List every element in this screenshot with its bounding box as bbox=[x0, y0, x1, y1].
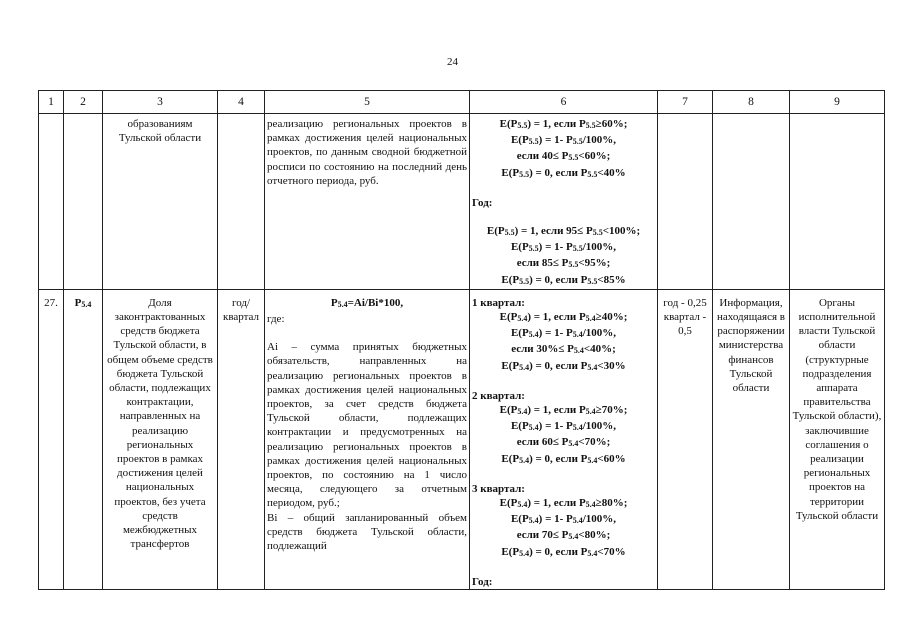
page-number: 24 bbox=[447, 56, 458, 68]
year-label: Год: bbox=[472, 196, 493, 209]
where-label: где: bbox=[267, 313, 285, 326]
header-cell: 6 bbox=[470, 91, 658, 114]
header-cell: 1 bbox=[39, 91, 64, 114]
weight-cell: год - 0,25 квартал - 0,5 bbox=[658, 289, 713, 589]
formula-line: E(P5.5) = 0, если P5.5<85% bbox=[501, 273, 626, 286]
header-cell: 5 bbox=[265, 91, 470, 114]
header-cell: 3 bbox=[103, 91, 218, 114]
formula-line: если 70≤ P5.4<80%; bbox=[516, 529, 611, 542]
formula-line: E(P5.5) = 1- P5.5/100%, bbox=[510, 134, 617, 147]
formula-line: E(P5.4) = 1- P5.4/100%, bbox=[510, 327, 617, 340]
formula-line: если 30%≤ P5.4<40%; bbox=[511, 343, 616, 356]
formula-line: E(P5.5) = 1, если P5.5≥60%; bbox=[499, 118, 628, 130]
formula-text: P5.4=Ai/Bi*100, bbox=[330, 296, 404, 309]
indicator-code-cell bbox=[64, 114, 103, 290]
formula-line: E(P5.4) = 0, если P5.4<30% bbox=[501, 359, 626, 372]
table-row bbox=[39, 289, 885, 589]
header-cell: 9 bbox=[790, 91, 885, 114]
calculation-method-cell: реализацию региональных проектов в рамках достижения целей национальных проектов, по данным сводной бюджетной росписи по состоянию на последний день отчетного периода, руб. bbox=[265, 114, 470, 290]
table-row bbox=[39, 114, 885, 290]
header-cell: 4 bbox=[218, 91, 265, 114]
responsible-cell bbox=[790, 114, 885, 290]
evaluation-cell bbox=[470, 289, 658, 589]
formula-line: E(P5.5) = 1, если 95≤ P5.5<100%; bbox=[486, 225, 641, 238]
formula-line: E(P5.4) = 1- P5.4/100%, bbox=[510, 513, 617, 526]
formula-line: если 85≤ P5.5<95%; bbox=[516, 257, 611, 270]
header-cell: 2 bbox=[64, 91, 103, 114]
indicator-table bbox=[38, 90, 885, 590]
quarter-label: 1 квартал: bbox=[472, 296, 525, 309]
evaluation-cell bbox=[470, 114, 658, 290]
indicator-code-cell: P5.4 bbox=[64, 289, 103, 589]
indicator-name-cell: Доля законтрактованных средств бюджета Тульской области, в общем объеме средств бюджета Тульской области, подлежащих контрактации, направленных на реализацию региональных проектов в рамках достижения целей национальных проектов, без учета средств межбюджетных трансфертов bbox=[103, 289, 218, 589]
responsible-cell: Органы исполнительной власти Тульской области (структурные подразделения аппарата правительства Тульской области), заключившие соглашения о реализации региональных проектов на территории Тульской области bbox=[790, 289, 885, 589]
calculation-method-cell bbox=[265, 289, 470, 589]
formula-line: если 40≤ P5.5<60%; bbox=[516, 150, 611, 163]
source-cell: Информация, находящаяся в распоряжении министерства финансов Тульской области bbox=[713, 289, 790, 589]
quarter-label: 2 квартал: bbox=[472, 389, 525, 402]
weight-cell bbox=[658, 114, 713, 290]
formula-line: E(P5.4) = 1, если P5.4≥70%; bbox=[499, 404, 628, 417]
header-row bbox=[39, 91, 885, 114]
quarter-label: 3 квартал: bbox=[472, 482, 525, 495]
indicator-name-cell: образованиям Тульской области bbox=[103, 114, 218, 290]
row-number-cell bbox=[39, 114, 64, 290]
formula-line: если 60≤ P5.4<70%; bbox=[516, 436, 611, 449]
row-number-cell: 27. bbox=[39, 289, 64, 589]
source-cell bbox=[713, 114, 790, 290]
header-cell: 8 bbox=[713, 91, 790, 114]
period-cell: год/ квартал bbox=[218, 289, 265, 589]
header-cell: 7 bbox=[658, 91, 713, 114]
formula-line: E(P5.4) = 0, если P5.4<70% bbox=[501, 545, 626, 558]
year-label: Год: bbox=[472, 575, 493, 588]
formula-line: E(P5.5) = 1- P5.5/100%, bbox=[510, 241, 617, 254]
formula-line: E(P5.4) = 1, если P5.4≥40%; bbox=[499, 311, 628, 324]
variable-a-description: Ai – сумма принятых бюджетных обязательств, направленных на реализацию региональных проектов в рамках достижения целей национальных проектов, за счет средств бюджета Тульской области, подлежащих контрактации и предусмотренных на реализацию региональных проектов в рамках достижения целей национальных проектов, по состоянию на 1 число месяца, следующего за отчетным периодом, руб.; bbox=[267, 341, 467, 510]
formula-line: E(P5.4) = 0, если P5.4<60% bbox=[501, 452, 626, 465]
formula-line: E(P5.5) = 0, если P5.5<40% bbox=[501, 166, 626, 179]
formula-line: E(P5.4) = 1- P5.4/100%, bbox=[510, 420, 617, 433]
formula-line: E(P5.4) = 1, если P5.4≥80%; bbox=[499, 497, 628, 510]
period-cell bbox=[218, 114, 265, 290]
variable-b-description: Bi – общий запланированный объем средств бюджета Тульской области, подлежащий bbox=[267, 511, 467, 553]
